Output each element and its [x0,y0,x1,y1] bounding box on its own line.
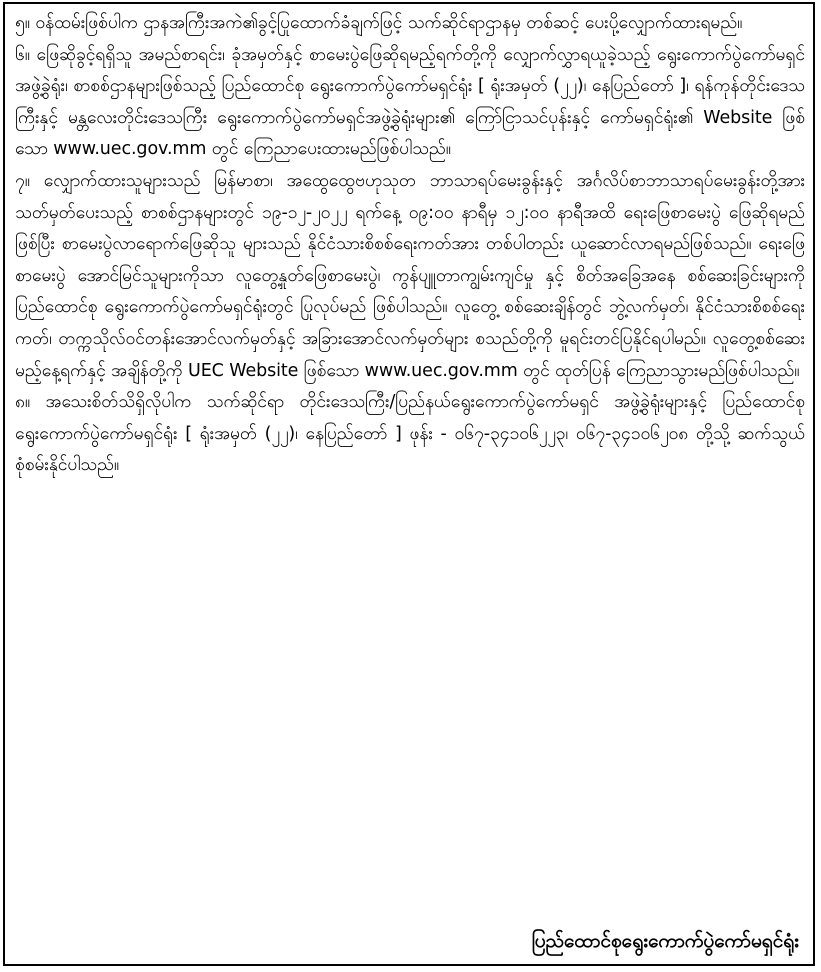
paragraph-5: ၅။ ဝန်ထမ်းဖြစ်ပါက ဌာနအကြီးအကဲ၏ခွင့်ပြုထောက်ခံချက်ဖြင့် သက်ဆိုင်ရာဌာနမှ တစ်ဆင့် ပေးပို့လျှောက်ထားရမည်။ [15,13,743,33]
notice-frame [3,2,815,966]
paragraph-7: ၇။ လျှောက်ထားသူများသည် မြန်မာစာ၊ အထွေထွေဗဟုသုတ ဘာသာရပ်မေးခွန်းနှင့် အင်္ဂလိပ်စာဘာသာရပ်မေးခွန်းတို့အား သတ်မှတ်ပေးသည့် စာစစ်ဌာနများတွင် ၁၉-၁၂-၂၀၂၂ ရက်နေ့ ၀၉:၀၀ နာရီမှ ၁၂:၀၀ နာရီအထိ ရေးဖြေစာမေးပွဲ ဖြေဆိုရမည်ဖြစ်ပြီး စာမေးပွဲလာရောက်ဖြေဆိုသူ များသည် နိုင်ငံသားစိစစ်ရေးကတ်အား တစ်ပါတည်း ယူဆောင်လာရမည်ဖြစ်သည်။ ရေးဖြေစာမေးပွဲ အောင်မြင်သူများကိုသာ လူတွေ့နှုတ်ဖြေစာမေးပွဲ၊ ကွန်ပျူတာကျွမ်းကျင်မှု နှင့် စိတ်အခြေအနေ စစ်ဆေးခြင်းများကို ပြည်ထောင်စု ရွေးကောက်ပွဲကော်မရှင်ရုံးတွင် ပြုလုပ်မည် ဖြစ်ပါသည်။ လူတွေ့ စစ်ဆေးချိန်တွင် ဘွဲ့လက်မှတ်၊ နိုင်ငံသားစိစစ်ရေးကတ်၊ တက္ကသိုလ်ဝင်တန်းအောင်လက်မှတ်နှင့် အခြားအောင်လက်မှတ်များ စသည်တို့ကို မူရင်းတင်ပြနိုင်ရပါမည်။ လူတွေ့စစ်ဆေးမည့်နေ့ရက်နှင့် အချိန်တို့ကို UEC Website ဖြစ်သော www.uec.gov.mm တွင် ထုတ်ပြန် ကြေညာသွားမည်ဖြစ်ပါသည်။ [15,170,805,381]
issuer-signature: ပြည်ထောင်စုရွေးကောက်ပွဲကော်မရှင်ရုံး [531,930,799,952]
paragraph-6: ၆။ ဖြေဆိုခွင့်ရရှိသူ အမည်စာရင်း၊ ခုံအမှတ်နှင့် စာမေးပွဲဖြေဆိုရမည့်ရက်တို့ကို လျှောက်လွှာရယူခဲ့သည့် ရွေးကောက်ပွဲကော်မရှင်အဖွဲ့ခွဲရုံး၊ စာစစ်ဌာနများဖြစ်သည့် ပြည်ထောင်စု ရွေးကောက်ပွဲကော်မရှင်ရုံး [ ရုံးအမှတ် (၂၂)၊ နေပြည်တော် ]၊ ရန်ကုန်တိုင်းဒေသကြီးနှင့် မန္တလေးတိုင်းဒေသကြီး ရွေးကောက်ပွဲကော်မရှင်အဖွဲ့ခွဲရုံးများ၏ ကြော်ငြာသင်ပုန်းနှင့် ကော်မရှင်ရုံး၏ Website ဖြစ်သော www.uec.gov.mm တွင် ကြေညာပေးထားမည်ဖြစ်ပါသည်။ [15,44,805,160]
paragraph-8: ၈။ အသေးစိတ်သိရှိလိုပါက သက်ဆိုင်ရာ တိုင်းဒေသကြီး/ပြည်နယ်ရွေးကောက်ပွဲကော်မရှင် အဖွဲ့ခွဲရုံးများနှင့် ပြည်ထောင်စုရွေးကောက်ပွဲကော်မရှင်ရုံး [ ရုံးအမှတ် (၂၂)၊ နေပြည်တော် ] ဖုန်း - ၀၆၇-၃၄၁၀၆၂၂၃၊ ၀၆၇-၃၄၁၀၆၂၀၈ တို့သို့ ဆက်သွယ်စုံစမ်းနိုင်ပါသည်။ [15,392,805,476]
